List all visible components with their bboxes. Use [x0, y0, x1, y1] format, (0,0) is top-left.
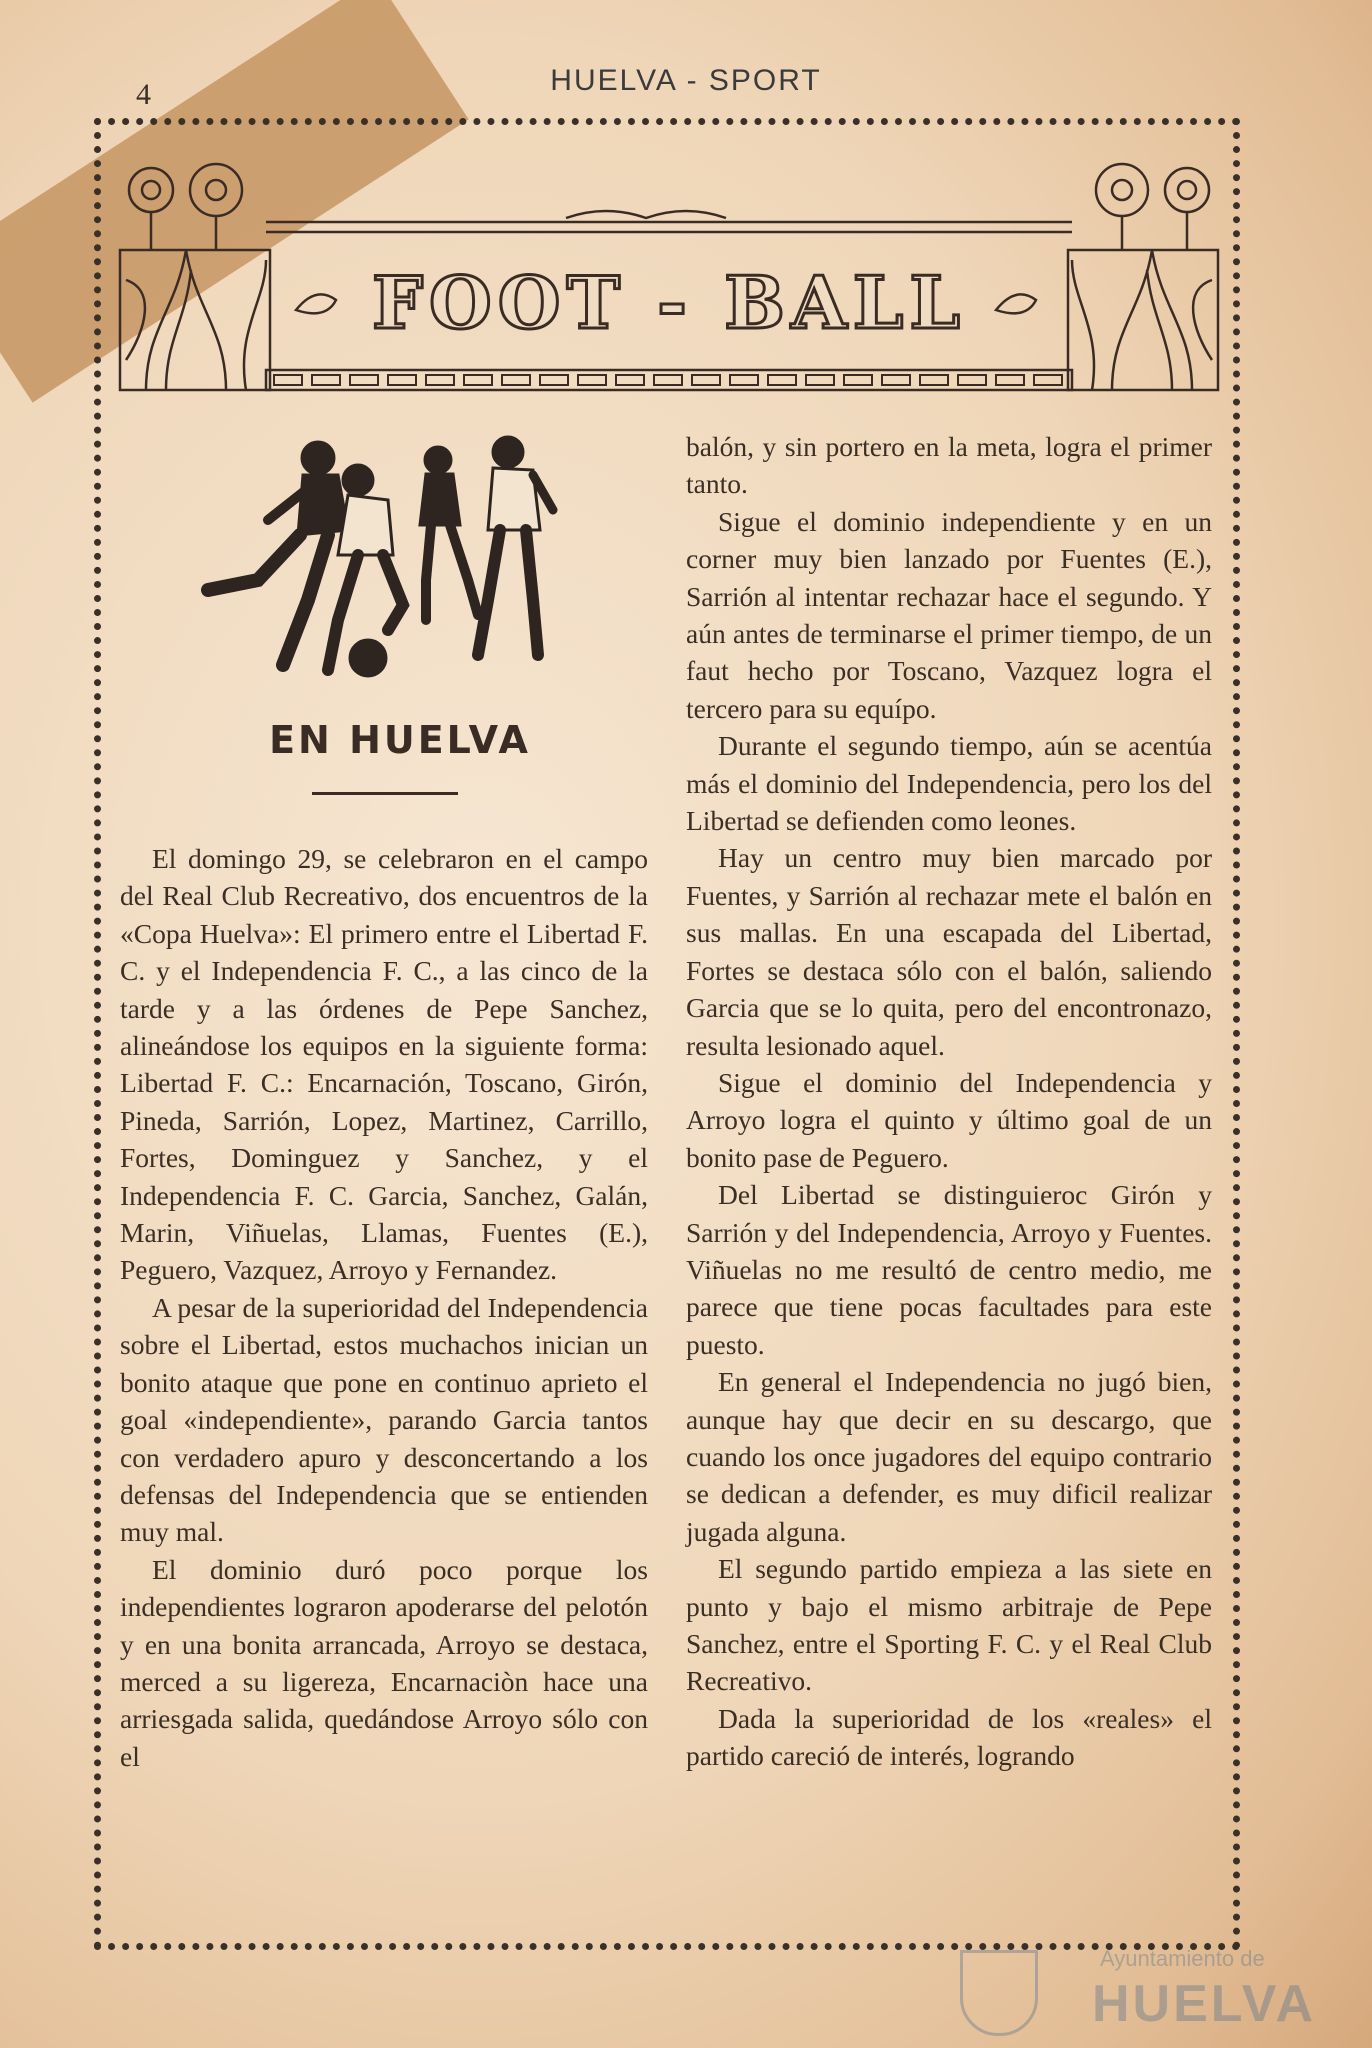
article-headline: EN HUELVA [269, 718, 531, 762]
section-banner [116, 160, 1222, 396]
publication-title: HUELVA - SPORT [550, 64, 822, 97]
paragraph-continuation: balón, y sin portero en la meta, logra el primer tanto. [686, 431, 1212, 500]
headline-rule [312, 792, 458, 795]
left-column [120, 840, 648, 1775]
watermark-line1: Ayuntamiento de [1100, 1946, 1265, 1971]
paragraph: A pesar de la superioridad del Independencia sobre el Libertad, estos muchachos inician un bonito ataque que pone en continuo aprieto el goal «independiente», parando Garcia tantos con verdadero apuro y desconcertando a los defensas del Independencia que se entienden muy mal. [120, 1291, 648, 1548]
paragraph: El dominio duró poco porque los independientes lograron apoderarse del pelotón y en una bonita arrancada, Arroyo se destaca, merced a su ligereza, Encarnaciòn hace una arriesgada salida, quedándose Arroyo sólo con el [120, 1553, 648, 1772]
paragraph: Durante el segundo tiempo, aún se acentúa más el dominio del Independencia, pero los del Libertad se defienden como leones. [686, 730, 1212, 837]
paragraph: Del Libertad se distinguieroc Girón y Sarrión y del Independencia, Arroyo y Fuentes. Viñuelas no me resultó de centro medio, me parece que tiene pocas facultades para este puesto. [686, 1179, 1212, 1360]
paragraph: Hay un centro muy bien marcado por Fuentes, y Sarrión al rechazar mete el balón en sus mallas. En una escapada del Libertad, Fortes se destaca sólo con el balón, saliendo Garcia que se lo quita, pero del encontronazo, resulta lesionado aquel. [686, 842, 1212, 1061]
page-number: 4 [136, 78, 151, 111]
watermark-line2: HUELVA [1092, 1975, 1317, 2033]
paragraph: Dada la superioridad de los «reales» el partido careció de interés, logrando [686, 1702, 1212, 1772]
paragraph: El segundo partido empieza a las siete en punto y bajo el mismo arbitraje de Pepe Sanchez, entre el Sporting F. C. y el Real Club Recreativo. [686, 1553, 1212, 1697]
banner-ornament [116, 160, 1222, 396]
archive-watermark [960, 1944, 1320, 2044]
paragraph: En general el Independencia no jugó bien, aunque hay que decir en su descargo, que cuando los once jugadores del equipo contrario se dedican a defender, es muy dificil realizar jugada alguna. [686, 1366, 1212, 1547]
right-column [686, 428, 1212, 1775]
paragraph: El domingo 29, se celebraron en el campo del Real Club Recreativo, dos encuentros de la «Copa Huelva»: El primero entre el Libertad F. C. y el Independencia F. C., a las cinco de la tarde y a las órdenes de Pepe Sanchez, alineándose los equipos en la siguiente forma: Libertad F. C.: Encarnación, Toscano, Girón, Pineda, Sarrión, Lopez, Martinez, Carrillo, Fortes, Dominguez y Sanchez, y el Independencia F. C. Garcia, Sanchez, Galán, Marin, Viñuelas, Llamas, Fuentes (E.), Peguero, Vazquez, Arroyo y Fernandez. [120, 843, 648, 1286]
football-players-illustration [188, 430, 578, 688]
shield-icon [960, 1950, 1038, 2036]
banner-title: FOOT - BALL [371, 260, 967, 345]
paragraph: Sigue el dominio del Independencia y Arroyo logra el quinto y último goal de un bonito pase de Peguero. [686, 1066, 1212, 1173]
paragraph: Sigue el dominio independiente y en un corner muy bien lanzado por Fuentes (E.), Sarrión al intentar rechazar hace el segundo. Y aún antes de terminarse el primer tiempo, de un faut hecho por Toscano, Vazquez logra el tercero para su equípo. [686, 505, 1212, 724]
players-drawing [188, 430, 578, 688]
